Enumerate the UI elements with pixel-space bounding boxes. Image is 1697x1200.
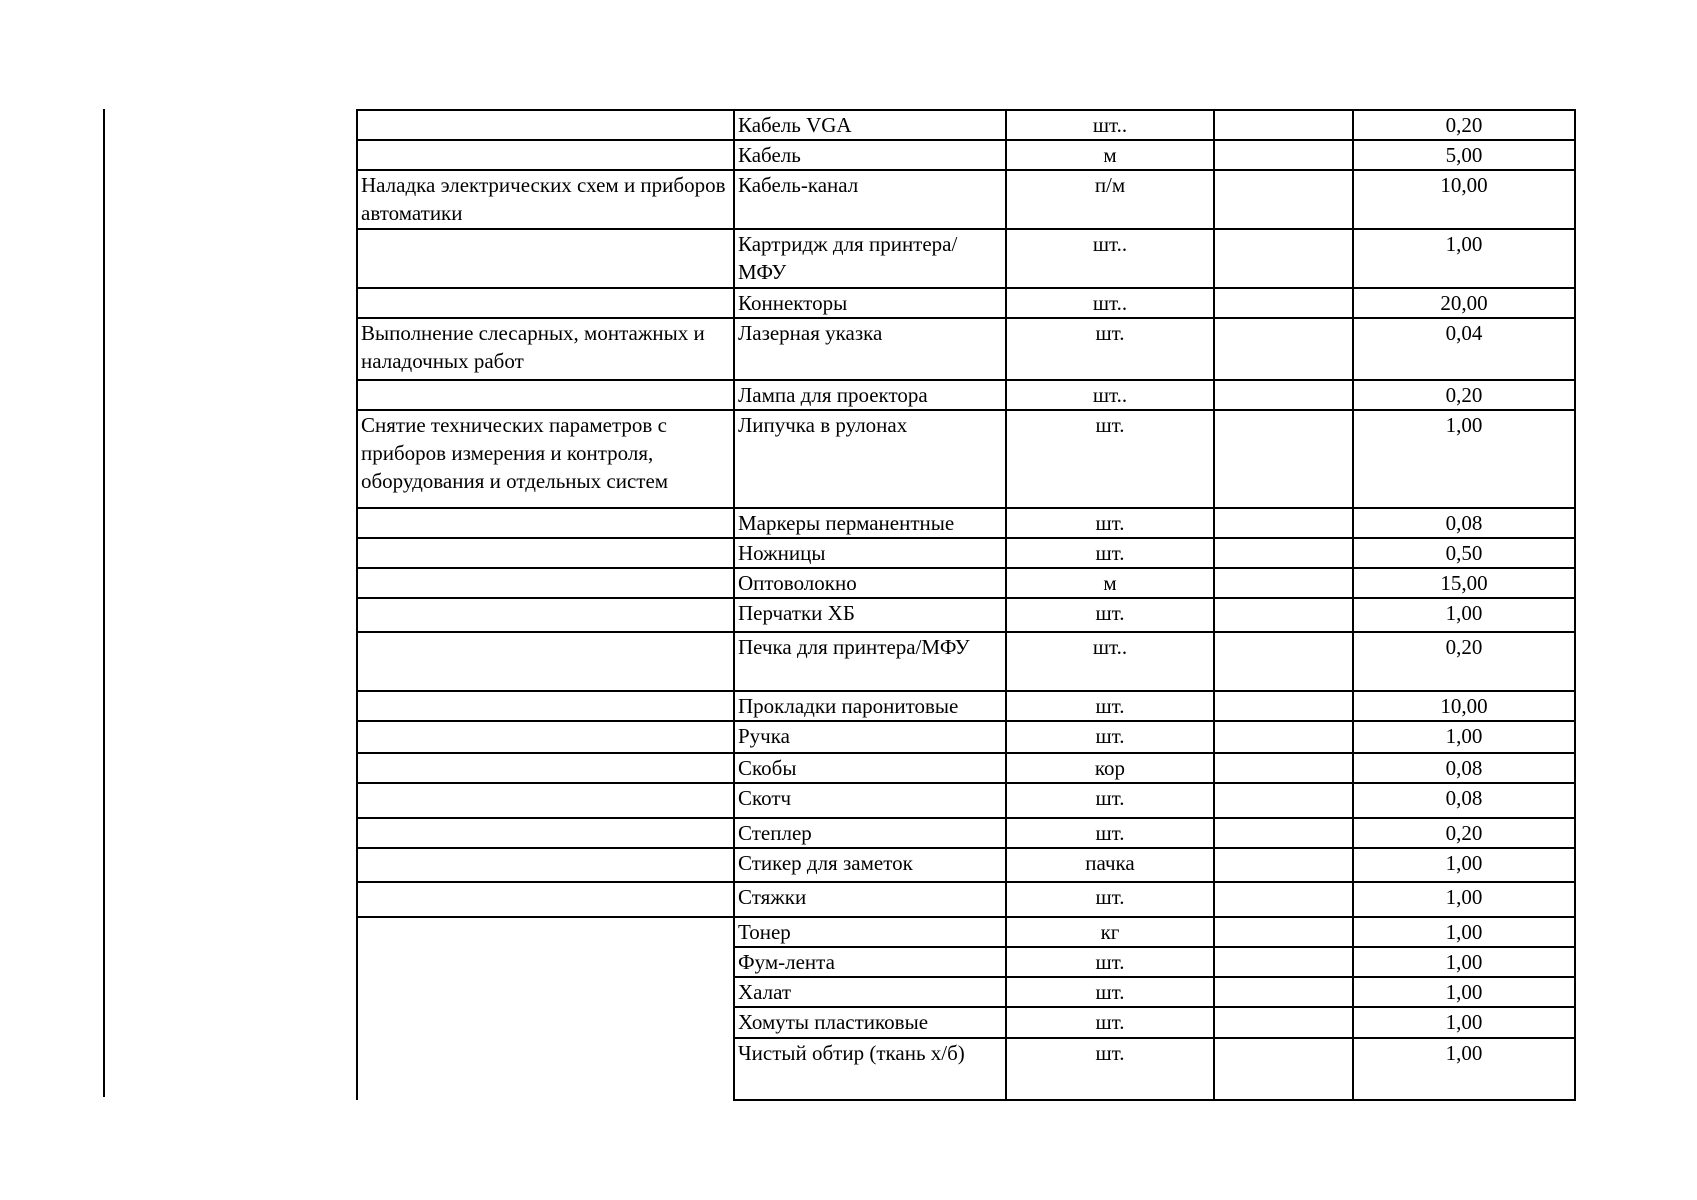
empty-cell	[1214, 1038, 1353, 1100]
unit-cell: м	[1006, 568, 1214, 598]
work-type-cell	[357, 110, 734, 140]
work-type-cell	[357, 783, 734, 818]
empty-cell	[1214, 848, 1353, 882]
unit-cell: шт.	[1006, 977, 1214, 1007]
quantity-cell: 0,08	[1353, 508, 1575, 538]
work-type-cell	[357, 632, 734, 691]
quantity-cell: 1,00	[1353, 977, 1575, 1007]
unit-cell: шт.	[1006, 538, 1214, 568]
empty-cell	[1214, 783, 1353, 818]
material-name-cell: Скотч	[734, 783, 1006, 818]
unit-cell: шт..	[1006, 110, 1214, 140]
work-type-cell: Снятие технических параметров с приборов измерения и контроля, оборудования и отдельных систем	[357, 410, 734, 508]
quantity-cell: 1,00	[1353, 229, 1575, 288]
empty-cell	[1214, 721, 1353, 753]
material-name-cell: Прокладки паронитовые	[734, 691, 1006, 721]
material-name-cell: Коннекторы	[734, 288, 1006, 318]
quantity-cell: 0,20	[1353, 380, 1575, 410]
material-name-cell: Лампа для проектора	[734, 380, 1006, 410]
work-type-cell	[357, 848, 734, 882]
quantity-cell: 1,00	[1353, 1038, 1575, 1100]
work-type-cell	[357, 288, 734, 318]
table-row	[357, 538, 1575, 568]
work-type-cell	[357, 882, 734, 917]
work-type-cell	[357, 229, 734, 288]
unit-cell: шт..	[1006, 632, 1214, 691]
table-row	[357, 848, 1575, 882]
work-type-cell	[357, 691, 734, 721]
material-name-cell: Картридж для принтера/МФУ	[734, 229, 1006, 288]
quantity-cell: 1,00	[1353, 947, 1575, 977]
quantity-cell: 0,08	[1353, 753, 1575, 783]
quantity-cell: 0,20	[1353, 110, 1575, 140]
work-type-cell	[357, 917, 734, 1100]
material-name-cell: Чистый обтир (ткань х/б)	[734, 1038, 1006, 1100]
table-row	[357, 410, 1575, 508]
unit-cell: м	[1006, 140, 1214, 170]
table-row	[357, 568, 1575, 598]
work-type-cell	[357, 568, 734, 598]
material-name-cell: Кабель-канал	[734, 170, 1006, 229]
unit-cell: шт.	[1006, 598, 1214, 632]
work-type-cell	[357, 753, 734, 783]
material-name-cell: Хомуты пластиковые	[734, 1007, 1006, 1038]
unit-cell: шт.	[1006, 947, 1214, 977]
unit-cell: пачка	[1006, 848, 1214, 882]
empty-cell	[1214, 753, 1353, 783]
material-name-cell: Печка для принтера/МФУ	[734, 632, 1006, 691]
empty-cell	[1214, 508, 1353, 538]
material-name-cell: Ручка	[734, 721, 1006, 753]
quantity-cell: 1,00	[1353, 410, 1575, 508]
table-row	[357, 917, 1575, 947]
material-name-cell: Липучка в рулонах	[734, 410, 1006, 508]
table-row	[357, 229, 1575, 288]
quantity-cell: 15,00	[1353, 568, 1575, 598]
quantity-cell: 20,00	[1353, 288, 1575, 318]
empty-cell	[1214, 917, 1353, 947]
unit-cell: шт.	[1006, 882, 1214, 917]
quantity-cell: 0,20	[1353, 632, 1575, 691]
material-name-cell: Перчатки ХБ	[734, 598, 1006, 632]
unit-cell: кг	[1006, 917, 1214, 947]
material-name-cell: Скобы	[734, 753, 1006, 783]
unit-cell: п/м	[1006, 170, 1214, 229]
empty-cell	[1214, 632, 1353, 691]
work-type-cell: Наладка электрических схем и приборов автоматики	[357, 170, 734, 229]
material-name-cell: Стикер для заметок	[734, 848, 1006, 882]
table-row	[357, 632, 1575, 691]
quantity-cell: 0,50	[1353, 538, 1575, 568]
table-row	[357, 818, 1575, 848]
empty-cell	[1214, 229, 1353, 288]
page-margin-rule	[103, 109, 105, 1097]
unit-cell: шт.	[1006, 1007, 1214, 1038]
table-row	[357, 508, 1575, 538]
unit-cell: шт.	[1006, 508, 1214, 538]
work-type-cell	[357, 380, 734, 410]
table-row	[357, 691, 1575, 721]
material-name-cell: Кабель	[734, 140, 1006, 170]
quantity-cell: 1,00	[1353, 598, 1575, 632]
empty-cell	[1214, 691, 1353, 721]
quantity-cell: 10,00	[1353, 170, 1575, 229]
empty-cell	[1214, 598, 1353, 632]
unit-cell: шт..	[1006, 380, 1214, 410]
quantity-cell: 1,00	[1353, 848, 1575, 882]
empty-cell	[1214, 947, 1353, 977]
table-row	[357, 721, 1575, 753]
quantity-cell: 0,08	[1353, 783, 1575, 818]
material-name-cell: Лазерная указка	[734, 318, 1006, 380]
empty-cell	[1214, 1007, 1353, 1038]
unit-cell: шт.	[1006, 721, 1214, 753]
table-row	[357, 110, 1575, 140]
quantity-cell: 10,00	[1353, 691, 1575, 721]
empty-cell	[1214, 977, 1353, 1007]
unit-cell: шт..	[1006, 288, 1214, 318]
work-type-cell	[357, 818, 734, 848]
quantity-cell: 1,00	[1353, 721, 1575, 753]
empty-cell	[1214, 318, 1353, 380]
empty-cell	[1214, 110, 1353, 140]
table-row	[357, 882, 1575, 917]
empty-cell	[1214, 538, 1353, 568]
quantity-cell: 1,00	[1353, 917, 1575, 947]
quantity-cell: 1,00	[1353, 1007, 1575, 1038]
table-row	[357, 598, 1575, 632]
material-name-cell: Ножницы	[734, 538, 1006, 568]
unit-cell: шт.	[1006, 691, 1214, 721]
quantity-cell: 1,00	[1353, 882, 1575, 917]
unit-cell: шт.	[1006, 318, 1214, 380]
table-row	[357, 318, 1575, 380]
empty-cell	[1214, 288, 1353, 318]
quantity-cell: 0,04	[1353, 318, 1575, 380]
quantity-cell: 0,20	[1353, 818, 1575, 848]
material-name-cell: Оптоволокно	[734, 568, 1006, 598]
material-name-cell: Тонер	[734, 917, 1006, 947]
unit-cell: шт..	[1006, 229, 1214, 288]
material-name-cell: Кабель VGA	[734, 110, 1006, 140]
unit-cell: шт.	[1006, 818, 1214, 848]
empty-cell	[1214, 410, 1353, 508]
empty-cell	[1214, 882, 1353, 917]
empty-cell	[1214, 170, 1353, 229]
unit-cell: шт.	[1006, 410, 1214, 508]
table-row	[357, 170, 1575, 229]
table-row	[357, 753, 1575, 783]
empty-cell	[1214, 818, 1353, 848]
work-type-cell	[357, 538, 734, 568]
unit-cell: кор	[1006, 753, 1214, 783]
material-name-cell: Халат	[734, 977, 1006, 1007]
material-name-cell: Фум-лента	[734, 947, 1006, 977]
material-name-cell: Стяжки	[734, 882, 1006, 917]
table-row	[357, 288, 1575, 318]
material-name-cell: Маркеры перманентные	[734, 508, 1006, 538]
work-type-cell	[357, 598, 734, 632]
quantity-cell: 5,00	[1353, 140, 1575, 170]
work-type-cell	[357, 508, 734, 538]
empty-cell	[1214, 140, 1353, 170]
table-row	[357, 783, 1575, 818]
unit-cell: шт.	[1006, 783, 1214, 818]
materials-table	[356, 109, 1576, 1101]
empty-cell	[1214, 568, 1353, 598]
material-name-cell: Степлер	[734, 818, 1006, 848]
work-type-cell	[357, 140, 734, 170]
table-row	[357, 380, 1575, 410]
work-type-cell	[357, 721, 734, 753]
unit-cell: шт.	[1006, 1038, 1214, 1100]
work-type-cell: Выполнение слесарных, монтажных и наладочных работ	[357, 318, 734, 380]
table-row	[357, 140, 1575, 170]
empty-cell	[1214, 380, 1353, 410]
